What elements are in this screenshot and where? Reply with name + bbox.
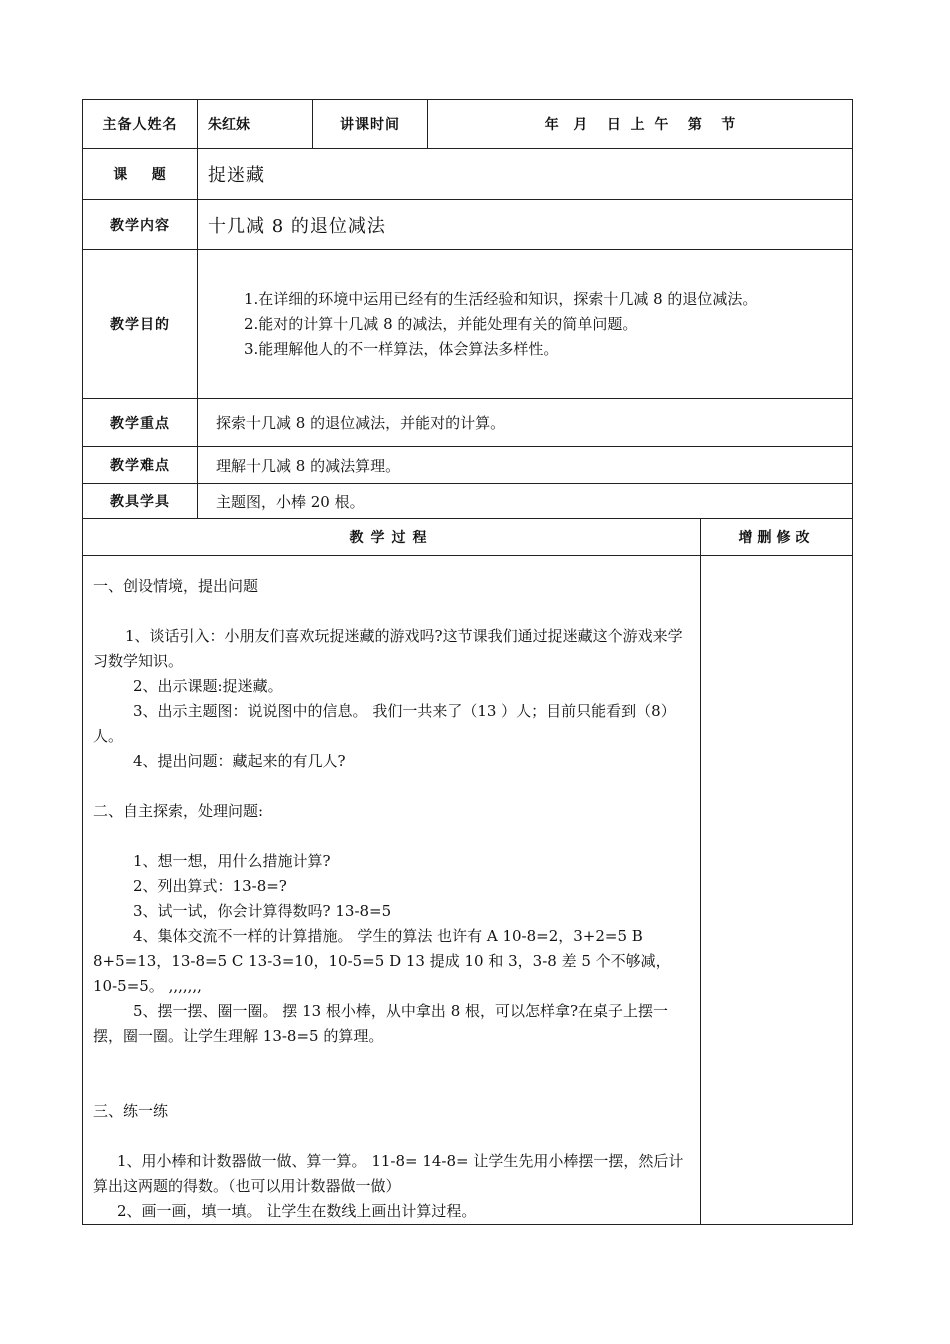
preparer-label: 主备人姓名: [83, 100, 198, 149]
goal-item: 3.能理解他人的不一样算法，体会算法多样性。: [244, 339, 559, 358]
difficulties-label: 教学难点: [83, 447, 198, 484]
content-value: 十几减 8 的退位减法: [198, 200, 853, 250]
list-item: 4、集体交流不一样的计算措施。 学生的算法 也许有 A 10-8=2，3+2=5 B 8+5=13，13-8=5 C 13-3=10，10-5=5 D 13 提成 10 和 3，3-8 差 5 个不够减，10-5=5。 ,,,,,,,: [93, 927, 671, 995]
list-item: 2、出示课题:捉迷藏。: [133, 677, 283, 695]
list-item: 2、画一画，填一填。 让学生在数线上画出计算过程。: [117, 1202, 477, 1220]
list-item: 3、试一试，你会计算得数吗? 13-8=5: [133, 902, 392, 920]
list-item: 1、谈话引入：小朋友们喜欢玩捉迷藏的游戏吗?这节课我们通过捉迷藏这个游戏来学习数学知识。: [93, 627, 683, 670]
goal-item: 1.在详细的环境中运用已经有的生活经验和知识，探索十几减 8 的退位减法。: [244, 289, 758, 308]
tools-row: [83, 484, 853, 519]
key-points-label: 教学重点: [83, 399, 198, 447]
list-item: 2、列出算式：13-8=?: [133, 877, 287, 895]
list-item: 1、用小棒和计数器做一做、算一算。 11-8= 14-8= 让学生先用小棒摆一摆，然后计算出这两题的得数。（也可以用计数器做一做）: [93, 1152, 684, 1195]
goals-row: [83, 250, 853, 399]
content-row: [83, 200, 853, 250]
difficulties-row: [83, 447, 853, 484]
tools-label: 教具学具: [83, 484, 198, 519]
lecture-time-value: 年 月 日 上 午 第 节: [428, 100, 853, 149]
topic-label: 课 题: [83, 149, 198, 200]
list-item: 3、出示主题图：说说图中的信息。 我们一共来了（13 ）人；目前只能看到（8）人。: [93, 702, 676, 745]
key-points-value: 探索十几减 8 的退位减法，并能对的计算。: [198, 399, 853, 447]
difficulties-value: 理解十几减 8 的减法算理。: [198, 447, 853, 484]
lecture-time-label: 讲课时间: [313, 100, 428, 149]
content-label: 教学内容: [83, 200, 198, 250]
process-label: 教学过程: [83, 519, 701, 556]
list-item: 4、提出问题：藏起来的有几人?: [133, 752, 346, 770]
preparer-name: 朱红妹: [198, 100, 313, 149]
process-content: [83, 556, 701, 1225]
revise-column: [701, 556, 853, 1225]
section-3-title: 三、练一练: [93, 1102, 169, 1120]
section-2-title: 二、自主探索，处理问题:: [93, 802, 264, 820]
goal-item: 2.能对的计算十几减 8 的减法，并能处理有关的简单问题。: [244, 314, 638, 333]
goals-list: [198, 250, 853, 399]
lesson-plan-table: [82, 99, 853, 1225]
process-body-row: [83, 556, 853, 1225]
list-item: 1、想一想，用什么措施计算?: [133, 852, 331, 870]
list-item: 5、摆一摆、圈一圈。 摆 13 根小棒，从中拿出 8 根，可以怎样拿?在桌子上摆一摆，圈一圈。让学生理解 13-8=5 的算理。: [93, 1002, 669, 1045]
revise-label: 增删修改: [701, 519, 853, 556]
tools-value: 主题图，小棒 20 根。: [198, 484, 853, 519]
process-header-row: [83, 519, 853, 556]
header-row: [83, 100, 853, 149]
topic-value: 捉迷藏: [198, 149, 853, 200]
topic-row: [83, 149, 853, 200]
section-1-title: 一、创设情境，提出问题: [93, 577, 259, 595]
goals-label: 教学目的: [83, 250, 198, 399]
key-points-row: [83, 399, 853, 447]
